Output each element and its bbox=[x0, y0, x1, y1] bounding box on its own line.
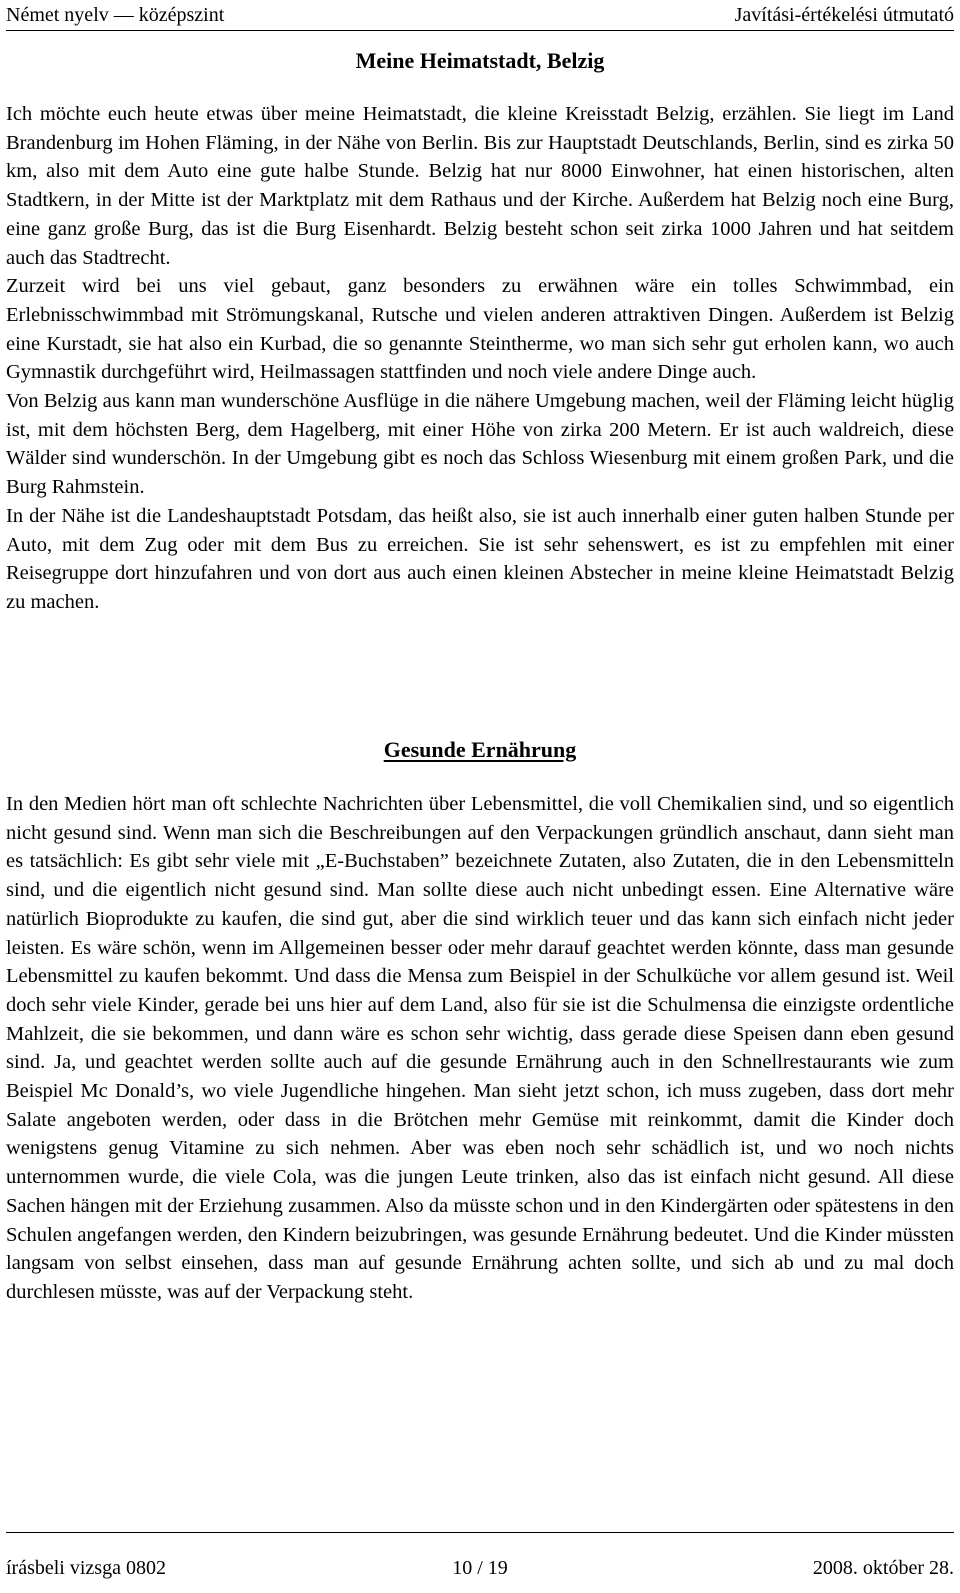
paragraph: Von Belzig aus kann man wunderschöne Ausflüge in die nähere Umgebung machen, weil der Fläming leicht hüglig ist, mit dem höchsten Berg, dem Hagelberg, mit einer Höhe von zirka 200 Metern. Er ist auch waldreich, diese Wälder sind wunderschön. In der Umgebung gibt es noch das Schloss Wiesenburg mit einem großen Park, und die Burg Rahmstein. bbox=[6, 390, 954, 499]
paragraph: In der Nähe ist die Landeshauptstadt Potsdam, das heißt also, sie ist auch innerhalb einer guten halben Stunde per Auto, mit dem Zug oder mit dem Bus zu erreichen. Sie ist sehr sehenswert, es ist zu empfehlen mit einer Reisegruppe dort hinzufahren und von dort aus auch einen kleinen Abstecher in meine kleine Heimatstadt Belzig zu machen. bbox=[6, 504, 954, 613]
page-header bbox=[6, 0, 954, 31]
header-subject: Német nyelv — középszint bbox=[6, 4, 225, 26]
footer-date: 2008. október 28. bbox=[812, 1557, 954, 1579]
header-doc-type: Javítási-értékelési útmutató bbox=[734, 4, 954, 26]
paragraph: Zurzeit wird bei uns viel gebaut, ganz besonders zu erwähnen wäre ein tolles Schwimmbad, ein Erlebnisschwimmbad mit Strömungskanal, Rutsche und vielen anderen attraktiven Dingen. Außerdem ist Belzig eine Kurstadt, sie hat also ein Kurbad, die so genannte Steintherme, wo man sich sehr gut erholen kann, wo auch Gymnastik durchgeführt wird, Heilmassagen stattfinden und noch viele andere Dinge auch. bbox=[6, 275, 954, 384]
paragraph: In den Medien hört man oft schlechte Nachrichten über Lebensmittel, die voll Chemikalien sind, und so eigentlich nicht gesund sind. Wenn man sich die Beschreibungen auf den Verpackungen gründlich anschaut, dann sieht man es tatsächlich: Es gibt sehr viele mit „E-Buchstaben” bezeichnete Zutaten, also Zutaten, die in den Lebensmitteln sind, und die eigentlich nicht gesund sind. Man sollte diese auch nicht unbedingt essen. Eine Alternative wäre natürlich Bioprodukte zu kaufen, die sind gut, aber die sind wirklich teuer und das kann sich einfach nicht jeder leisten. Es wäre schön, wenn im Allgemeinen besser oder mehr darauf geachtet werden könnte, dass man gesunde Lebensmittel zu kaufen bekommt. Und dass die Mensa zum Beispiel in der Schulküche vor allem gesund ist. Weil doch sehr viele Kinder, gerade bei uns hier auf dem Land, also für sie ist die Schulmensa die einzigste ordentliche Mahlzeit, die sie bekommen, und dann wäre es schon sehr wichtig, dass gerade diese Speisen dann eben gesund sind. Ja, und geachtet werden sollte auch auf die gesunde Ernährung auch in den Schnellrestaurants wie zum Beispiel Mc Donald’s, wo viele Jugendliche hingehen. Man sieht jetzt schon, ich muss zugeben, dass dort mehr Salate angeboten werden, oder dass in die Brötchen mehr Gemüse mit reinkommt, damit die Kinder doch wenigstens genug Vitamine zu sich nehmen. Aber was eben noch sehr schädlich ist, und wo noch nichts unternommen wurde, die viele Cola, was die jungen Leute trinken, also das ist einfach nicht gesund. All diese Sachen hängen mit der Erziehung zusammen. Also da müsste schon und in den Kindergärten oder spätestens in den Schulen angefangen werden, den Kindern beizubringen, was gesunde Ernährung bedeutet. Und die Kinder müssten langsam von selbst einsehen, dass man auf gesunde Ernährung achten sollte, und sich ab und zu mal doch durchlesen müsste, was auf der Verpackung steht. bbox=[6, 793, 954, 1303]
paragraph: Ich möchte euch heute etwas über meine Heimatstadt, die kleine Kreisstadt Belzig, erzählen. Sie liegt im Land Brandenburg im Hohen Fläming, in der Nähe von Berlin. Bis zur Hauptstadt Deutschlands, Berlin, sind es zirka 50 km, also mit dem Auto eine gute halbe Stunde. Belzig hat nur 8000 Einwohner, hat einen historischen, alten Stadtkern, in der Mitte ist der Marktplatz mit dem Rathaus und der Kirche. Außerdem hat Belzig noch eine Burg, eine ganz große Burg, das ist die Burg Eisenhardt. Belzig besteht schon seit zirka 1000 Jahren und hat seitdem auch das Stadtrecht. bbox=[6, 103, 954, 269]
section-body-heimatstadt bbox=[6, 100, 954, 617]
page-footer bbox=[6, 1532, 954, 1591]
section-body-ernaehrung bbox=[6, 790, 954, 1307]
footer-page-number: 10 / 19 bbox=[452, 1557, 508, 1579]
footer-exam-code: írásbeli vizsga 0802 bbox=[6, 1557, 166, 1579]
section-title-heimatstadt: Meine Heimatstadt, Belzig bbox=[355, 48, 605, 73]
section-title-ernaehrung: Gesunde Ernährung bbox=[383, 737, 577, 762]
